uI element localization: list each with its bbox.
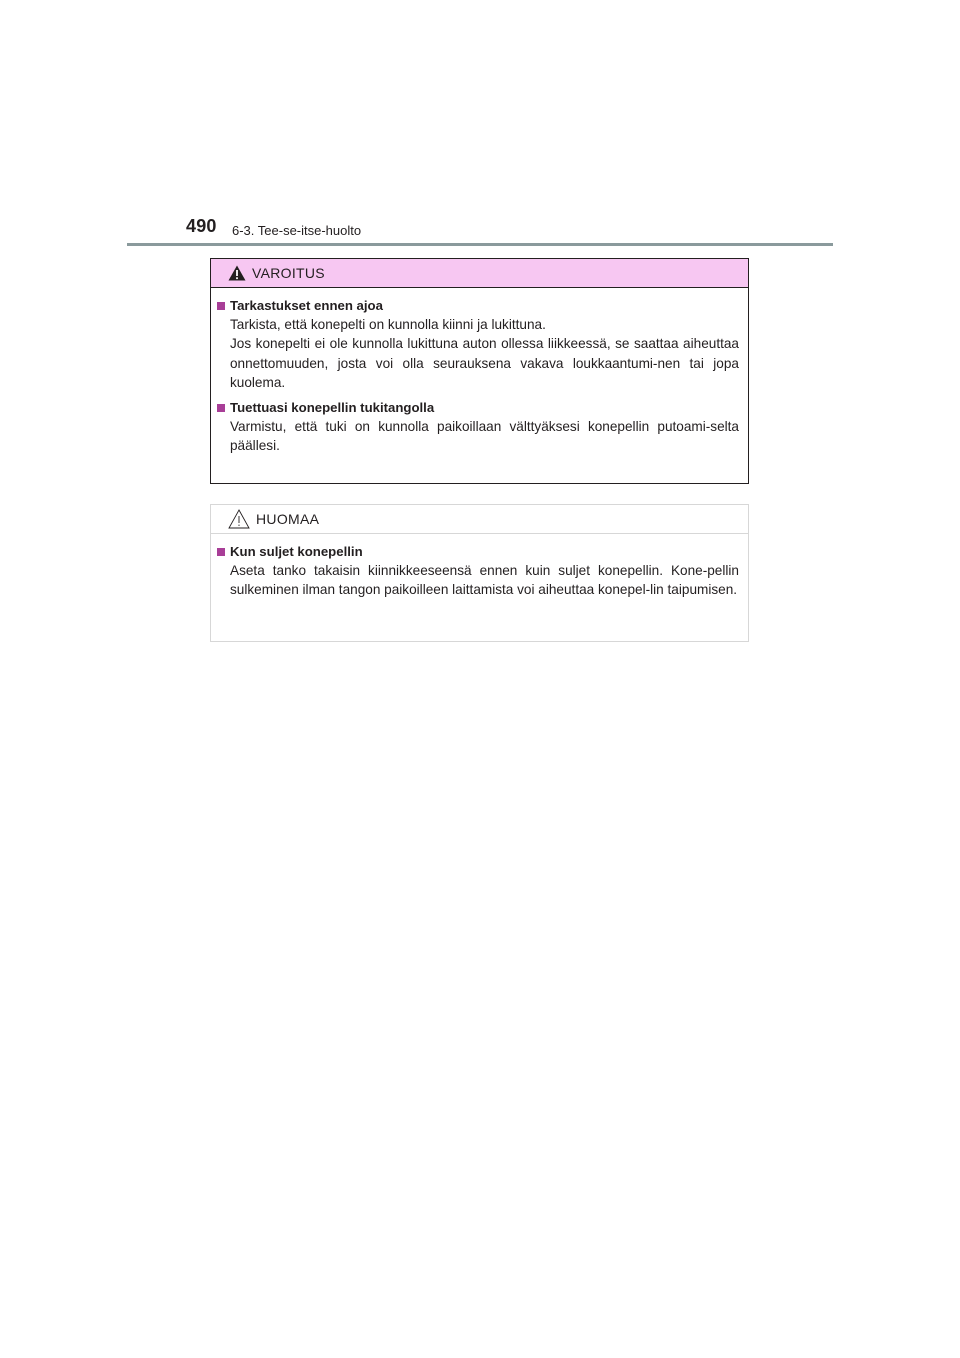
- warning-item-text: [230, 417, 739, 456]
- paragraph: Jos konepelti ei ole kunnolla lukittuna auton ollessa liikkeessä, se saattaa aiheuttaa onnettomuuden, josta voi olla seurauksena vakava loukkaantumi-nen tai jopa kuolema.: [230, 336, 739, 390]
- square-bullet-icon: [217, 404, 225, 412]
- warning-item-title: Tuettuasi konepellin tukitangolla: [217, 398, 739, 417]
- paragraph: Varmistu, että tuki on kunnolla paikoillaan välttyäksesi konepellin putoami-selta päällesi.: [230, 419, 739, 454]
- warning-item: [217, 296, 739, 392]
- square-bullet-icon: [217, 302, 225, 310]
- warning-item-title: Tarkastukset ennen ajoa: [217, 296, 739, 315]
- notice-title: HUOMAA: [256, 511, 320, 527]
- paragraph: Tarkista, että konepelti on kunnolla kiinni ja lukittuna.: [230, 317, 546, 332]
- warning-item: [217, 398, 739, 456]
- notice-body: [211, 534, 748, 600]
- notice-header: [211, 505, 748, 534]
- warning-body: [211, 288, 748, 456]
- warning-box: [210, 258, 749, 484]
- paragraph: Aseta tanko takaisin kiinnikkeeseensä ennen kuin suljet konepellin. Kone-pellin sulkeminen ilman tangon paikoilleen laittamista voi aiheuttaa konepel-lin taipumisen.: [230, 563, 739, 598]
- header-rule: [127, 243, 833, 246]
- notice-item-text: [230, 561, 739, 600]
- section-title: 6-3. Tee-se-itse-huolto: [232, 223, 362, 238]
- warning-header: [211, 259, 748, 288]
- warning-triangle-outline-icon: [228, 509, 250, 529]
- warning-item-text: [230, 315, 739, 392]
- notice-item-title: Kun suljet konepellin: [217, 542, 739, 561]
- notice-box: [210, 504, 749, 642]
- square-bullet-icon: [217, 548, 225, 556]
- page-number: 490: [186, 216, 217, 236]
- notice-item: [217, 542, 739, 600]
- warning-triangle-filled-icon: [228, 265, 246, 281]
- warning-title: VAROITUS: [252, 265, 325, 281]
